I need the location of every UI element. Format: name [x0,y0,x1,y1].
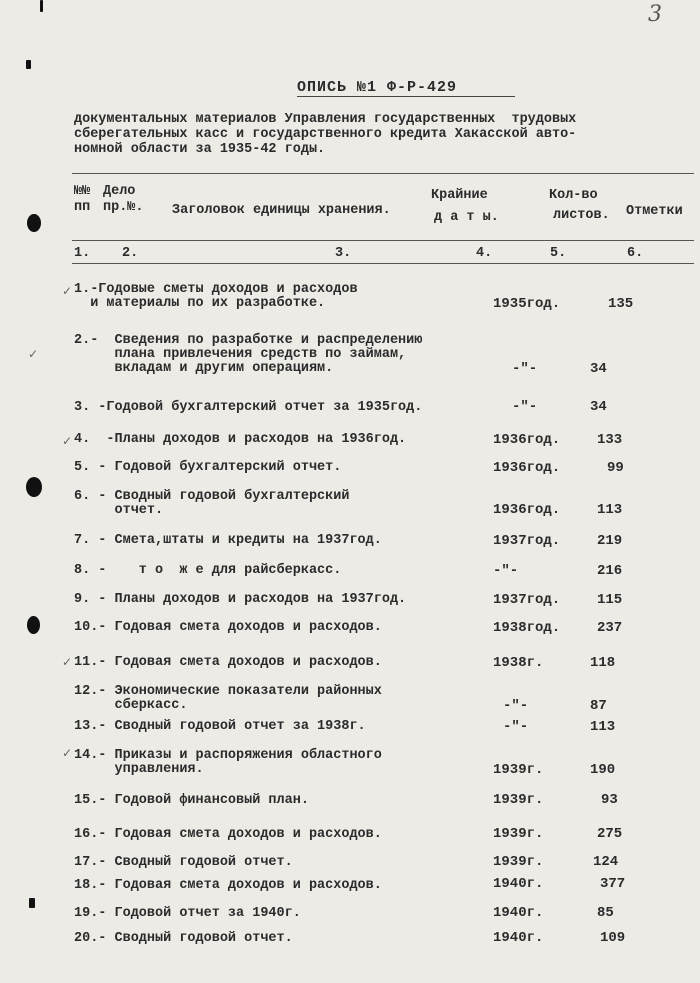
header-number-1: №№ [74,184,91,199]
column-number-6: 6. [627,246,644,261]
row-sheets: 135 [608,296,634,312]
row-sheets: 34 [590,399,607,415]
column-number-3: 3. [335,246,352,261]
header-dates-1: Крайние [431,188,488,203]
binding-hole-mark [26,477,42,497]
row-sheets: 190 [590,762,616,778]
column-number-4: 4. [476,246,493,261]
header-number-2: пп [74,200,91,215]
row-title: 4. -Планы доходов и расходов на 1936год. [74,432,407,447]
row-sheets: 93 [601,792,618,808]
header-sheets-1: Кол-во [549,188,598,203]
row-date: -"- [512,399,538,415]
margin-speck [26,60,31,69]
row-date: 1939г. [493,854,544,870]
column-number-5: 5. [550,246,567,261]
row-date: -"- [493,563,519,579]
row-sheets: 133 [597,432,623,448]
row-title: 19.- Годовой отчет за 1940г. [74,906,301,921]
row-title: 16.- Годовая смета доходов и расходов. [74,827,382,842]
row-sheets: 118 [590,655,616,671]
binding-hole-mark [27,616,40,634]
row-title: 17.- Сводный годовой отчет. [74,855,293,870]
margin-check-mark: ✓ [62,655,73,669]
subtitle-line-3: номной области за 1935-42 годы. [74,142,326,157]
header-rule [72,240,694,241]
row-date: 1939г. [493,792,544,808]
subtitle-line-1: документальных материалов Управления государственных трудовых [74,112,577,127]
header-sheets-2: листов. [553,208,610,223]
row-date: 1937год. [493,533,561,549]
row-title: 8. - т о ж е для райсберкасс. [74,563,342,578]
table-top-rule [72,173,694,174]
subtitle-line-2: сберегательных касс и государственного кредита Хакасской авто- [74,127,577,142]
row-title: 20.- Сводный годовой отчет. [74,931,293,946]
column-number-2: 2. [122,246,139,261]
header-dates-2: д а т ы. [434,210,499,225]
header-notes: Отметки [626,204,683,219]
header-title: Заголовок единицы хранения. [172,203,391,218]
row-date: 1936год. [493,502,561,518]
row-date: 1939г. [493,762,544,778]
row-title: 18.- Годовая смета доходов и расходов. [74,878,382,893]
row-sheets: 109 [600,930,626,946]
binding-hole-mark [27,214,41,232]
row-title: 9. - Планы доходов и расходов на 1937год. [74,592,407,607]
column-number-1: 1. [74,246,91,261]
row-sheets: 219 [597,533,623,549]
row-date: 1936год. [493,432,561,448]
row-sheets: 113 [597,502,623,518]
row-sheets: 85 [597,905,614,921]
title-underline [297,96,515,97]
row-title: 12.- Экономические показатели районных сберкасс. [74,684,382,713]
row-sheets: 216 [597,563,623,579]
margin-speck [29,898,35,908]
row-date: 1936год. [493,460,561,476]
row-title: 6. - Сводный годовой бухгалтерский отчет. [74,489,350,518]
row-date: -"- [503,719,529,735]
margin-speck [40,0,43,12]
row-title: 7. - Смета,штаты и кредиты на 1937год. [74,533,382,548]
row-title: 1.-Годовые сметы доходов и расходов и материалы по их разработке. [74,282,358,311]
row-sheets: 377 [600,876,626,892]
row-sheets: 124 [593,854,619,870]
row-title: 13.- Сводный годовой отчет за 1938г. [74,719,366,734]
row-date: -"- [512,361,538,377]
row-sheets: 115 [597,592,623,608]
row-date: -"- [503,698,529,714]
row-date: 1935год. [493,296,561,312]
row-date: 1938г. [493,655,544,671]
row-sheets: 237 [597,620,623,636]
row-title: 11.- Годовая смета доходов и расходов. [74,655,382,670]
margin-check-mark: ✓ [28,347,39,361]
row-title: 5. - Годовой бухгалтерский отчет. [74,460,342,475]
row-title: 3. -Годовой бухгалтерский отчет за 1935год. [74,400,423,415]
row-date: 1940г. [493,930,544,946]
margin-check-mark: ✓ [62,434,73,448]
row-date: 1937год. [493,592,561,608]
column-number-rule [72,263,694,264]
margin-check-mark: ✓ [62,284,73,298]
page-number: 3 [648,2,662,27]
row-title: 10.- Годовая смета доходов и расходов. [74,620,382,635]
header-case-2: пр.№. [103,200,144,215]
header-case-1: Дело [103,184,136,199]
row-title: 15.- Годовой финансовый план. [74,793,309,808]
row-title: 14.- Приказы и распоряжения областного управления. [74,748,382,777]
row-title: 2.- Сведения по разработке и распределению плана привлечения средств по займам, вкладам и другим операциям. [74,333,423,376]
inventory-title: ОПИСЬ №1 Ф-Р-429 [297,79,458,96]
row-date: 1940г. [493,905,544,921]
row-date: 1940г. [493,876,544,892]
row-sheets: 113 [590,719,616,735]
row-date: 1939г. [493,826,544,842]
margin-check-mark: ✓ [62,746,73,760]
row-sheets: 275 [597,826,623,842]
row-date: 1938год. [493,620,561,636]
row-sheets: 99 [607,460,624,476]
row-sheets: 87 [590,698,607,714]
row-sheets: 34 [590,361,607,377]
